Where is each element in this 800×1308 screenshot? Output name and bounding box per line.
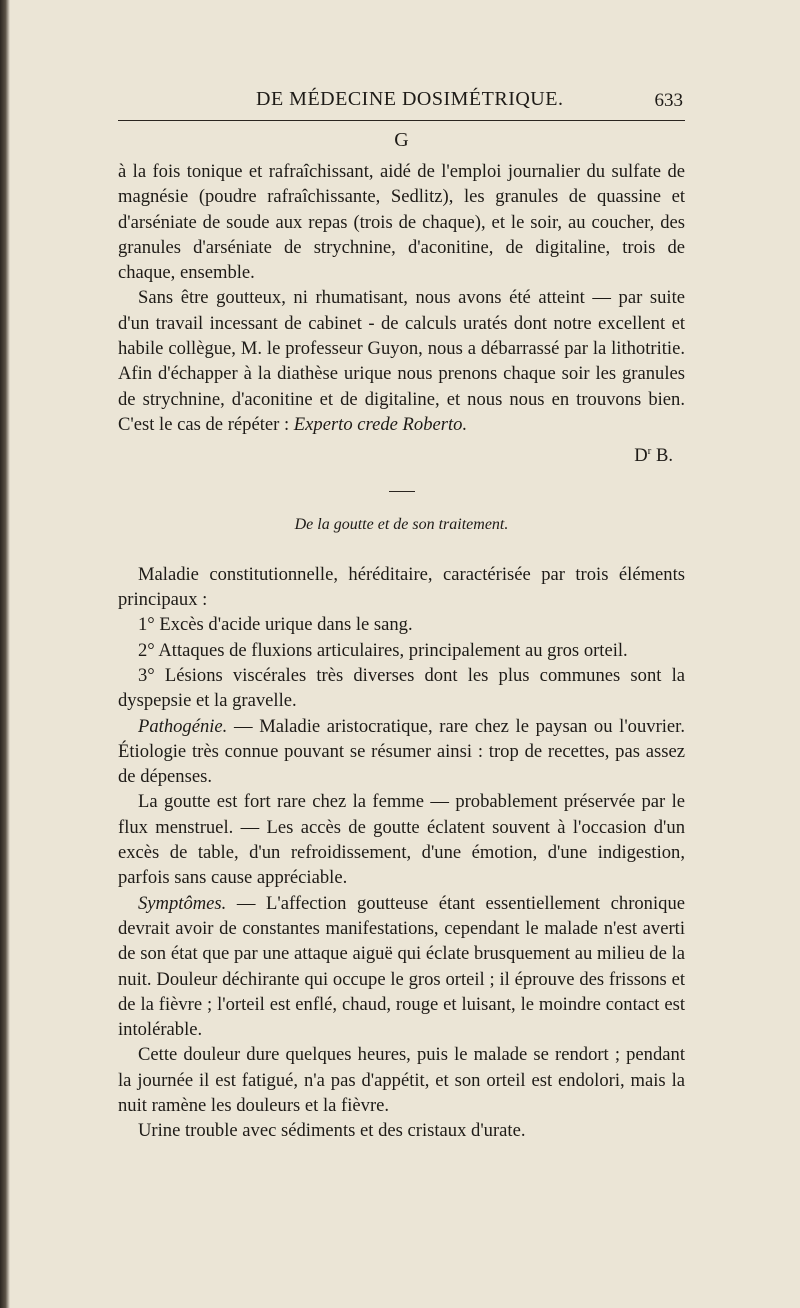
section-divider: [389, 491, 415, 492]
paragraph-continuation: à la fois tonique et rafraîchissant, aidé de l'emploi journalier du sulfate de magnésie (poudre rafraîchissante, Sedlitz), les granules de quassine et d'arséniate de soude aux repas (trois de chaque), et le soir, au coucher, des granules d'arséniate de strychnine, d'aconitine, de digitaline, trois de chaque, ensemble.: [118, 161, 685, 284]
paragraph: [118, 562, 685, 613]
book-page: [118, 86, 685, 1144]
page-binding-edge: [0, 0, 10, 1308]
paragraph-text: Urine trouble avec sédiments et des cristaux d'urate.: [138, 1120, 526, 1142]
author-signature: [118, 439, 685, 468]
paragraph-text: Cette douleur dure quelques heures, puis le malade se rendort ; pendant la journée il est fatigué, n'a pas d'appétit, et son orteil est endolori, mais la nuit ramène les douleurs et la fièvre.: [118, 1044, 685, 1116]
paragraph: [118, 612, 685, 637]
section-body: [118, 562, 685, 1144]
paragraph: [118, 1042, 685, 1118]
signature-name: B.: [651, 445, 673, 467]
paragraph-text: — Maladie aristocratique, rare chez le paysan ou l'ouvrier. Étiologie très connue pouvant se résumer ainsi : trop de recettes, pas assez de dépenses.: [118, 715, 685, 788]
running-title: DE MÉDECINE DOSIMÉTRIQUE.: [256, 88, 564, 110]
paragraph: [118, 1118, 685, 1143]
paragraph-text: 2° Attaques de fluxions articulaires, principalement au gros orteil.: [138, 639, 628, 661]
paragraph-author-note: [118, 285, 685, 437]
running-header: [118, 86, 685, 121]
paragraph-text: 1° Excès d'acide urique dans le sang.: [138, 614, 413, 636]
paragraph-text: La goutte est fort rare chez la femme — probablement préservée par le flux menstruel. — Les accès de goutte éclatent souvent à l'occasion d'un excès de table, d'un refroidissement, d'une émotion, d'une indigestion, parfois sans cause appréciable.: [118, 791, 685, 889]
paragraph-lead: Symptômes.: [138, 892, 227, 914]
paragraph-lead: Pathogénie.: [138, 715, 228, 737]
page-number: 633: [654, 90, 683, 111]
paragraph: [118, 638, 685, 663]
paragraph: [118, 663, 685, 714]
paragraph-text: — L'affection goutteuse étant essentiellement chronique devrait avoir de constantes manifestations, cependant le malade n'est averti de son état que par une attaque aiguë qui éclate brusquement au milieu de la nuit. Douleur déchirante qui occupe le gros orteil ; il éprouve des frissons et de la fièvre ; l'orteil est enflé, chaud, rouge et luisant, le moindre contact est intolérable.: [118, 892, 685, 1041]
paragraph-text: Maladie constitutionnelle, héréditaire, caractérisée par trois éléments principaux :: [118, 563, 685, 611]
paragraph: [118, 891, 685, 1043]
paragraph-text: 3° Lésions viscérales très diverses dont les plus communes sont la dyspepsie et la gravelle.: [118, 664, 685, 712]
signature-prefix: D: [634, 445, 648, 467]
paragraph: [118, 714, 685, 790]
section-title: De la goutte et de son traitement.: [294, 515, 509, 533]
signature-mark: G: [394, 129, 409, 151]
paragraph-text: Sans être goutteux, ni rhumatisant, nous avons été atteint — par suite d'un travail incessant de cabinet - de calculs uratés dont notre excellent et habile collègue, M. le professeur Guyon, nous a débarrassé par la lithotritie. Afin d'échapper à la diathèse urique nous prenons chaque soir les granules de strychnine, d'aconitine et de digitaline, et nous nous en trouvons bien. C'est le cas de répéter :: [118, 287, 685, 435]
paragraph: [118, 789, 685, 890]
latin-quote: Experto crede Roberto.: [293, 413, 468, 435]
signature-sup: r: [647, 445, 652, 458]
